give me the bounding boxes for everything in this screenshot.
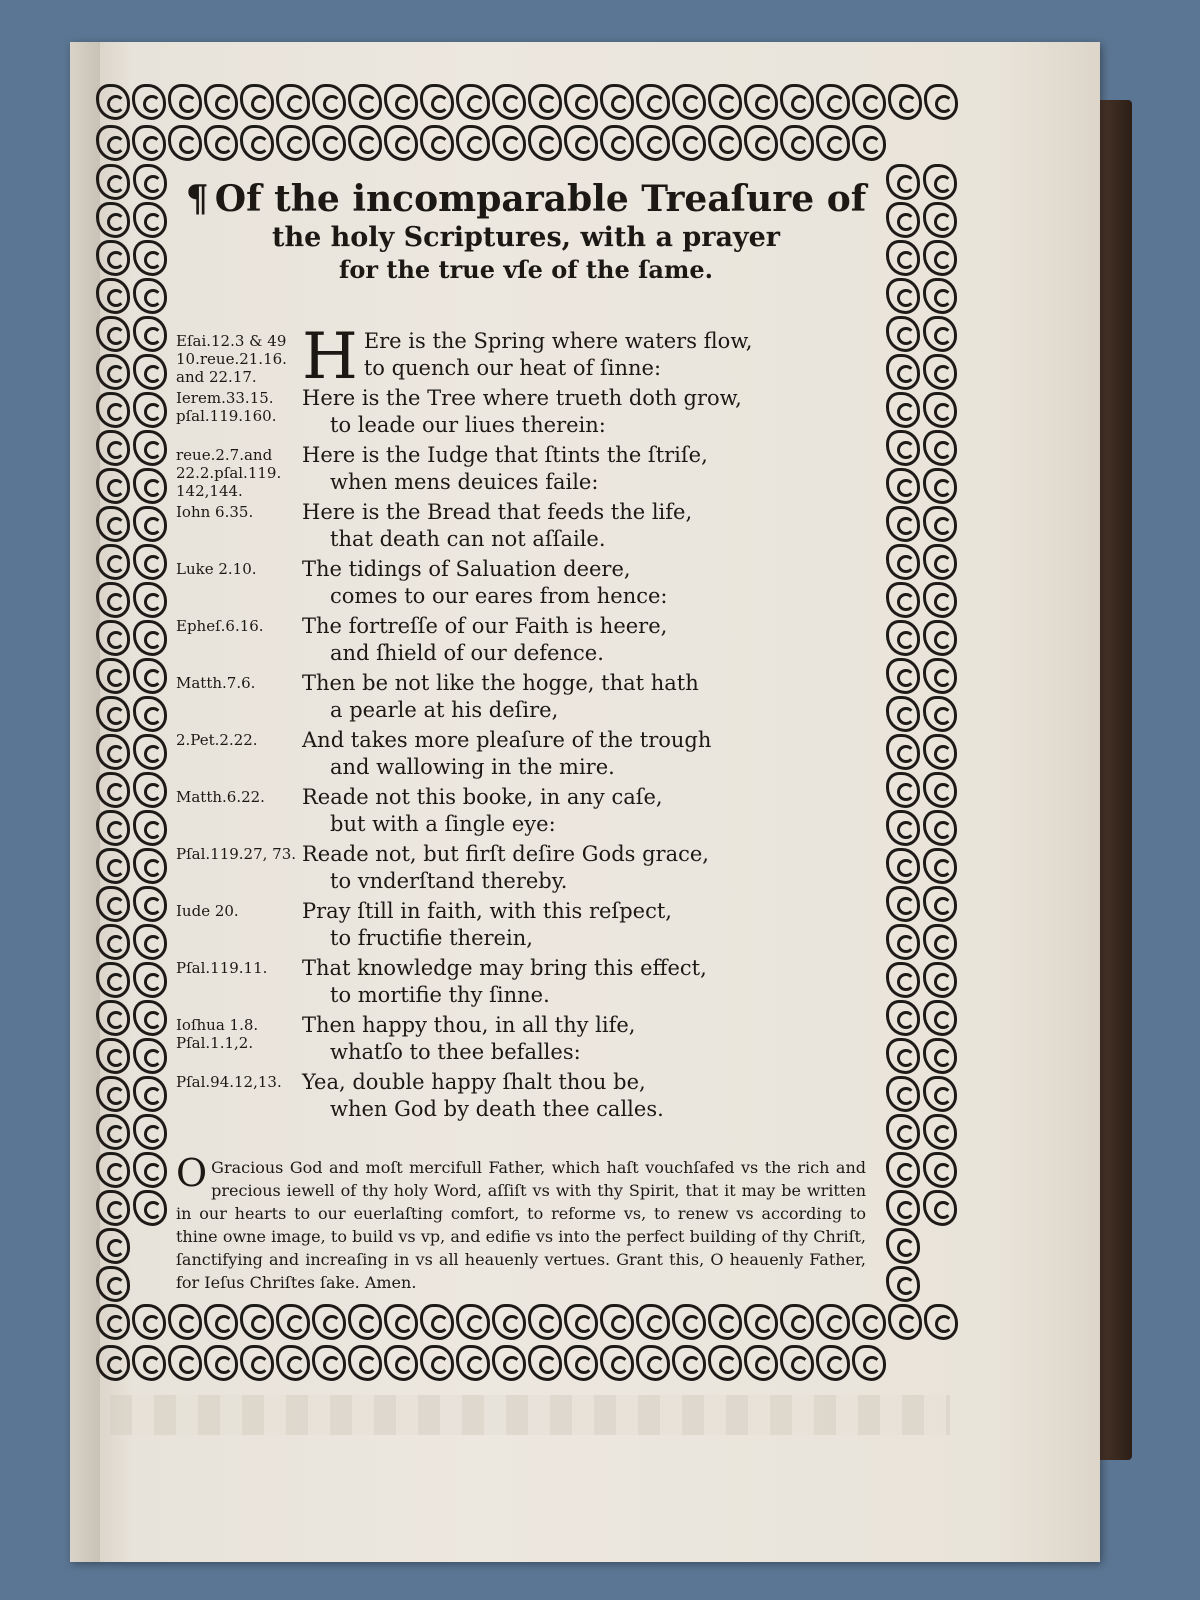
border-ornament [886,316,920,352]
verse-line: Reade not this booke, in any caſe, [302,785,663,809]
verse-line-indented: that death can not aſſaile. [330,527,606,551]
scripture-reference: Iohn 6.35. [176,503,254,521]
verse [176,1069,876,1126]
border-ornament [384,1345,418,1381]
border-ornament [528,125,562,161]
border-ornament [96,848,130,884]
verse-line: Here is the Tree where trueth doth grow, [302,386,742,410]
border-ornament [923,582,957,618]
border-ornament [708,125,742,161]
border-ornament [886,1228,920,1264]
border-ornament [492,84,526,120]
border-ornament [133,468,167,504]
border-ornament [528,1345,562,1381]
border-ornament [133,164,167,200]
border-ornament [923,316,957,352]
border-ornament [276,1304,310,1340]
verse-line-indented: to mortifie thy ſinne. [330,983,550,1007]
scripture-reference: Iude 20. [176,902,239,920]
verse [176,442,876,499]
border-ornament [133,430,167,466]
verse-line: The fortreſſe of our Faith is heere, [302,614,668,638]
border-ornament [96,1345,130,1381]
title-line-1: ¶ Of the incomparable Treaſure of [185,178,867,220]
border-ornament [852,125,886,161]
border-ornament [923,1038,957,1074]
verse-line: Reade not, but firſt deſire Gods grace, [302,842,709,866]
verse-line: Pray ſtill in faith, with this reſpect, [302,899,672,923]
border-ornament [348,84,382,120]
border-ornament [420,1345,454,1381]
border-ornament [923,658,957,694]
border-ornament [96,468,130,504]
border-ornament [96,278,130,314]
verse [176,320,876,394]
scripture-reference: Matth.6.22. [176,788,265,806]
border-ornament [133,582,167,618]
border-bottom [96,1304,958,1384]
border-ornament [133,240,167,276]
border-ornament [492,1304,526,1340]
border-ornament [133,620,167,656]
border-ornament [133,544,167,580]
border-ornament [923,468,957,504]
border-ornament [276,125,310,161]
border-ornament [923,696,957,732]
border-ornament [886,164,920,200]
border-ornament [923,810,957,846]
border-ornament [923,430,957,466]
border-ornament [456,1345,490,1381]
border-ornament [204,125,238,161]
pilcrow-mark: ¶ [185,178,209,220]
border-ornament [348,1304,382,1340]
border-ornament [133,354,167,390]
border-ornament [816,1345,850,1381]
border-ornament [133,202,167,238]
border-ornament [96,1038,130,1074]
border-ornament [744,1345,778,1381]
border-ornament [348,1345,382,1381]
scripture-reference: Pſal.119.11. [176,959,268,977]
border-ornament [312,125,346,161]
border-ornament [456,125,490,161]
verse-line-indented: and wallowing in the mire. [330,755,615,779]
border-ornament [276,84,310,120]
title-line-2: the holy Scriptures, with a prayer [271,221,781,253]
border-ornament [133,734,167,770]
border-ornament [133,1114,167,1150]
scripture-reference: 2.Pet.2.22. [176,731,258,749]
border-ornament [132,1304,166,1340]
verse [176,385,876,442]
border-ornament [744,125,778,161]
scripture-reference: reue.2.7.and 22.2.pſal.119. 142,144. [176,446,282,500]
verse [176,1012,876,1069]
verse-line-indented: a pearle at his deſire, [330,698,559,722]
verse-line-indented: comes to our eares from hence: [330,584,668,608]
border-ornament [96,392,130,428]
verse-line: That knowledge may bring this effect, [302,956,707,980]
border-ornament [133,886,167,922]
border-ornament [96,1000,130,1036]
border-ornament [96,582,130,618]
border-ornament [96,1266,130,1302]
border-ornament [708,84,742,120]
border-ornament [816,1304,850,1340]
border-ornament [312,1345,346,1381]
border-ornament [886,1114,920,1150]
border-ornament [600,1304,634,1340]
border-ornament [312,84,346,120]
border-ornament [636,125,670,161]
border-ornament [240,84,274,120]
border-ornament [923,1114,957,1150]
scripture-reference: Ierem.33.15. pſal.119.160. [176,389,277,425]
border-ornament [923,772,957,808]
border-top [96,84,958,164]
border-ornament [96,240,130,276]
verse-line-indented: to fructifie therein, [330,926,533,950]
border-ornament [600,1345,634,1381]
border-ornament [420,84,454,120]
border-ornament [564,1345,598,1381]
border-ornament [672,125,706,161]
verse [176,499,876,556]
border-ornament [96,1190,130,1226]
border-ornament [133,316,167,352]
scripture-reference: Matth.7.6. [176,674,256,692]
border-ornament [708,1304,742,1340]
verse [176,955,876,1012]
border-ornament [133,1038,167,1074]
border-ornament [924,84,958,120]
title-line-3: for the true vſe of the ſame. [339,254,713,284]
border-ornament [96,506,130,542]
border-ornament [96,734,130,770]
border-ornament [886,1076,920,1112]
border-ornament [886,734,920,770]
border-ornament [636,1304,670,1340]
border-ornament [923,886,957,922]
border-ornament [886,924,920,960]
border-ornament [886,696,920,732]
border-ornament [886,582,920,618]
verse-line: Then happy thou, in all thy life, [302,1013,636,1037]
border-ornament [923,734,957,770]
border-ornament [96,696,130,732]
verse-line-indented: to quench our heat of ſinne: [363,356,662,380]
border-ornament [96,1228,130,1264]
border-ornament [96,886,130,922]
border-ornament [886,886,920,922]
verse-line-indented: to vnderſtand thereby. [330,869,568,893]
border-ornament [600,84,634,120]
border-ornament [886,544,920,580]
border-ornament [96,544,130,580]
border-ornament [600,125,634,161]
verse-line: Here is the Bread that feeds the life, [302,500,693,524]
border-ornament [133,506,167,542]
drop-cap: H [302,320,358,394]
prayer-text: Gracious God and moſt mercifull Father, which haſt vouchſafed vs the rich and precious iewell of thy holy Word, aſſiſt vs with thy Spirit, that it may be written in our hearts to our euerlaſting comfort, to reforme vs, to renew vs according to thine owne image, to build vs vp, and edifie vs into the perfect building of thy Chriſt, ſanctifying and increaſing in vs all heauenly vertues. Grant this, O heauenly Father, for Ieſus Chriſtes ſake. Amen. [176,1158,866,1292]
border-ornament [923,544,957,580]
border-ornament [133,278,167,314]
border-ornament [133,772,167,808]
border-ornament [96,772,130,808]
border-ornament [886,202,920,238]
border-ornament [96,1114,130,1150]
border-ornament [886,620,920,656]
border-ornament [923,202,957,238]
border-ornament [886,430,920,466]
border-ornament [923,1152,957,1188]
bleed-through-ornament [110,1395,950,1435]
border-ornament [923,164,957,200]
border-ornament [420,125,454,161]
border-ornament [923,506,957,542]
page-title [176,178,876,284]
verse [176,727,876,784]
border-ornament [168,84,202,120]
verse-line-indented: to leade our liues therein: [330,413,606,437]
border-ornament [564,84,598,120]
border-ornament [886,1000,920,1036]
border-ornament [420,1304,454,1340]
closing-prayer [176,1151,866,1294]
verse-line: Yea, double happy ſhalt thou be, [302,1070,646,1094]
border-ornament [240,125,274,161]
border-ornament [133,658,167,694]
border-ornament [708,1345,742,1381]
verse [176,898,876,955]
verse-line-indented: when God by death thee calles. [330,1097,664,1121]
verse-line: Then be not like the hogge, that hath [302,671,699,695]
border-ornament [96,164,130,200]
verse-line: Here is the Iudge that ſtints the ſtriſe, [302,443,708,467]
border-ornament [384,84,418,120]
border-ornament [204,84,238,120]
scripture-reference: Eſai.12.3 & 49 10.reue.21.16. and 22.17. [176,332,287,386]
border-ornament [564,125,598,161]
border-ornament [923,278,957,314]
scripture-reference: Epheſ.6.16. [176,617,264,635]
border-right [886,164,958,1304]
border-ornament [816,84,850,120]
border-ornament [96,1076,130,1112]
border-ornament [133,392,167,428]
border-ornament [780,1345,814,1381]
border-ornament [744,1304,778,1340]
border-ornament [96,1152,130,1188]
border-left [96,164,168,1304]
scripture-reference: Luke 2.10. [176,560,257,578]
border-ornament [886,1038,920,1074]
verse-line: Ere is the Spring where waters flow, [363,329,753,353]
border-ornament [886,810,920,846]
border-ornament [96,202,130,238]
border-ornament [780,125,814,161]
verse [176,556,876,613]
border-ornament [924,1304,958,1340]
border-ornament [923,620,957,656]
border-ornament [886,506,920,542]
border-ornament [923,962,957,998]
border-ornament [384,125,418,161]
border-ornament [886,1266,920,1302]
border-ornament [96,810,130,846]
prayer-initial: O [176,1151,208,1195]
verse-line: And takes more pleaſure of the trough [302,728,712,752]
border-ornament [492,125,526,161]
border-ornament [96,354,130,390]
border-ornament [492,1345,526,1381]
verse [176,613,876,670]
border-ornament [168,1345,202,1381]
border-ornament [886,278,920,314]
border-ornament [456,84,490,120]
verse-line-indented: whatſo to thee befalles: [330,1040,581,1064]
border-ornament [133,1152,167,1188]
border-ornament [168,125,202,161]
border-ornament [96,620,130,656]
verse [176,784,876,841]
border-ornament [852,1345,886,1381]
border-ornament [96,125,130,161]
border-ornament [816,125,850,161]
border-ornament [636,84,670,120]
border-ornament [852,1304,886,1340]
verse-line: The tidings of Saluation deere, [302,557,631,581]
border-ornament [886,848,920,884]
border-ornament [240,1304,274,1340]
border-ornament [168,1304,202,1340]
verse [176,670,876,727]
border-ornament [96,1304,130,1340]
border-ornament [204,1345,238,1381]
border-ornament [133,1000,167,1036]
border-ornament [96,924,130,960]
border-ornament [923,240,957,276]
border-ornament [886,468,920,504]
scripture-reference: Pſal.119.27, 73. [176,845,297,863]
border-ornament [886,1152,920,1188]
verse-line-indented: when mens deuices faile: [330,470,599,494]
border-ornament [923,392,957,428]
border-ornament [528,1304,562,1340]
border-ornament [276,1345,310,1381]
border-ornament [96,84,130,120]
border-ornament [886,392,920,428]
border-ornament [204,1304,238,1340]
border-ornament [886,1190,920,1226]
border-ornament [672,84,706,120]
border-ornament [528,84,562,120]
border-ornament [96,430,130,466]
verse-list [176,320,876,1126]
border-ornament [312,1304,346,1340]
border-ornament [348,125,382,161]
border-ornament [780,84,814,120]
page-content [176,178,876,1298]
border-ornament [888,1304,922,1340]
border-ornament [384,1304,418,1340]
border-ornament [886,772,920,808]
border-ornament [132,125,166,161]
border-ornament [852,84,886,120]
scripture-reference: Ioſhua 1.8. Pſal.1.1,2. [176,1016,259,1052]
border-ornament [923,848,957,884]
border-ornament [672,1304,706,1340]
border-ornament [96,962,130,998]
border-ornament [133,1190,167,1226]
border-ornament [923,924,957,960]
border-ornament [672,1345,706,1381]
border-ornament [132,1345,166,1381]
scripture-reference: Pſal.94.12,13. [176,1073,282,1091]
border-ornament [133,696,167,732]
border-ornament [886,658,920,694]
border-ornament [133,1076,167,1112]
border-ornament [923,354,957,390]
verse-line-indented: but with a ſingle eye: [330,812,556,836]
border-ornament [923,1076,957,1112]
border-ornament [133,810,167,846]
border-ornament [132,84,166,120]
border-ornament [886,354,920,390]
verse-line-indented: and ſhield of our defence. [330,641,604,665]
border-ornament [456,1304,490,1340]
border-ornament [886,240,920,276]
border-ornament [923,1190,957,1226]
border-ornament [240,1345,274,1381]
verse [176,841,876,898]
border-ornament [780,1304,814,1340]
border-ornament [564,1304,598,1340]
border-ornament [96,316,130,352]
border-ornament [886,962,920,998]
border-ornament [133,962,167,998]
border-ornament [888,84,922,120]
border-ornament [923,1000,957,1036]
border-ornament [133,924,167,960]
border-ornament [636,1345,670,1381]
border-ornament [133,848,167,884]
border-ornament [744,84,778,120]
border-ornament [96,658,130,694]
